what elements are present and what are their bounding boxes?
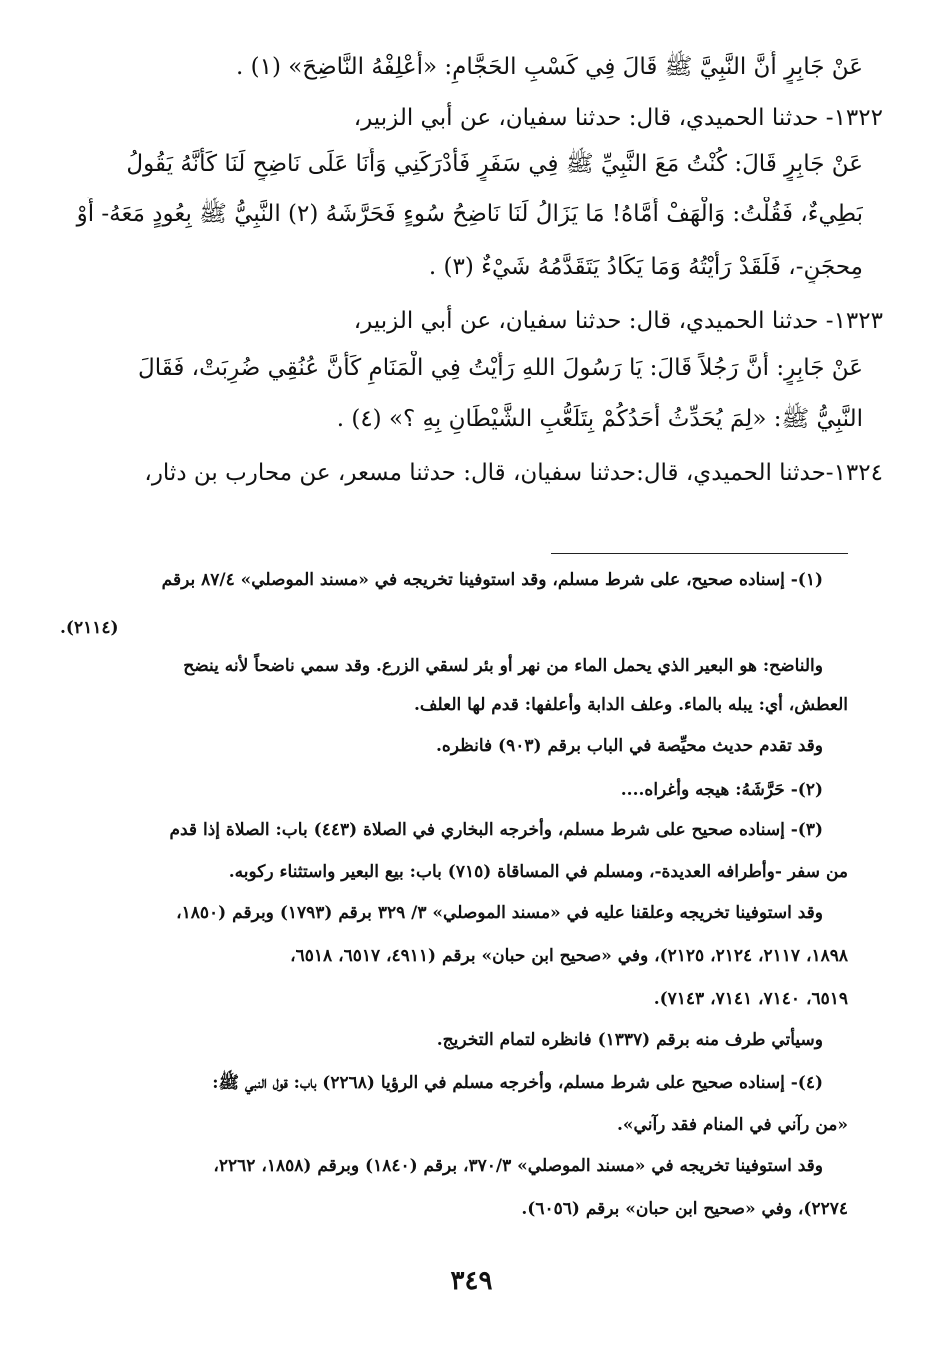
footnote-line: (٢١١٤). <box>60 618 119 638</box>
isnad-line: ١٣٢٢- حدثنا الحميدي، قال: حدثنا سفيان، عن أبي الزبير، <box>353 105 883 131</box>
isnad-line: ١٣٢٤-حدثنا الحميدي، قال:حدثنا سفيان، قال: حدثنا مسعر، عن محارب بن دثار، <box>144 460 883 486</box>
footnote-line: «من رآني في المنام فقد رآني». <box>617 1115 848 1135</box>
footnote-line: من سفر -وأطرافه العديدة-، ومسلم في المساقاة (٧١٥) باب: بيع البعير واستثناء ركوبه. <box>228 862 848 882</box>
footnote-line: (١)- إسناده صحيح، على شرط مسلم، وقد استوفينا تخريجه في «مسند الموصلي» ٨٧/٤ برقم <box>161 570 823 590</box>
footnote-line: ١٨٩٨، ٢١١٧، ٢١٢٤، ٢١٢٥)، وفي «صحيح ابن حبان» برقم (٤٩١١، ٦٥١٧، ٦٥١٨، <box>290 946 848 966</box>
footnote-separator <box>551 553 848 554</box>
footnote-line: ٢٢٧٤)، وفي «صحيح ابن حبان» برقم (٦٠٥٦). <box>521 1199 848 1219</box>
footnote-line: والناضح: هو البعير الذي يحمل الماء من نهر أو بئر لسقي الزرع. وقد سمي ناضحاً لأنه ينضح <box>183 656 823 676</box>
hadith-text-line: مِحجَنٍ-، فَلَقَدْ رَأَيْتُهُ وَمَا يَكَادُ يَتَقَدَّمُهُ شَيْءٌ (٣) . <box>428 254 863 280</box>
hadith-text-line: عَنْ جَابِرٍ قَالَ: كُنْتُ مَعَ النَّبِيِّ ﷺ فِي سَفَرٍ فَأَدْرَكَنِي وَأَنَا عَلَى نَاضِحٍ لَنَا كَأَنَّهُ يَقُولُ <box>126 151 863 177</box>
footnote-line: العطش، أي: يبله بالماء. وعلف الدابة وأعلفها: قدم لها العلف. <box>414 695 848 715</box>
footnote-line: ٦٥١٩، ٧١٤٠، ٧١٤١، ٧١٤٣). <box>653 989 848 1009</box>
hadith-text-line: عَنْ جَابِرٍ: أَنَّ رَجُلاً قَالَ: يَا رَسُولَ اللهِ رَأَيْتُ فِي الْمَنَامِ كَأَنَّ عُنُقِي ضُرِبَتْ، فَقَالَ <box>138 355 863 381</box>
footnote-line: (٣)- إسناده صحيح على شرط مسلم، وأخرجه البخاري في الصلاة (٤٤٣) باب: الصلاة إذا قدم <box>169 820 823 840</box>
footnote-line: (٢)- حَرَّشَهُ: هيجه وأغراه.... <box>620 780 823 800</box>
page-number: ٣٤٩ <box>450 1266 493 1296</box>
footnote-line: وقد تقدم حديث محيِّصة في الباب برقم (٩٠٣) فانظره. <box>435 736 823 756</box>
footnote-line: وسيأتي طرف منه برقم (١٣٣٧) فانظره لتمام التخريج. <box>436 1030 823 1050</box>
isnad-line: ١٣٢٣- حدثنا الحميدي، قال: حدثنا سفيان، عن أبي الزبير، <box>353 308 883 334</box>
footnote-line: وقد استوفينا تخريجه في «مسند الموصلي» ٣٧٠/٣، برقم (١٨٤٠) وبرقم (١٨٥٨، ٢٢٦٢، <box>213 1156 823 1176</box>
hadith-text-line: النَّبِيُّ ﷺ: «لِمَ يُحَدِّثُ أَحَدُكُمْ بِتَلَعُّبِ الشَّيْطَانِ بِهِ ؟» (٤) . <box>336 406 863 432</box>
hadith-text-line: عَنْ جَابِرٍ أَنَّ النَّبِيَّ ﷺ قَالَ فِي كَسْبِ الحَجَّامِ: «أَعْلِفْهُ النَّاضِحَ» (١) . <box>235 54 863 80</box>
footnote-line: وقد استوفينا تخريجه وعلقنا عليه في «مسند الموصلي» ٣/ ٣٢٩ برقم (١٧٩٣) وبرقم (١٨٥٠، <box>176 903 823 923</box>
hadith-text-line: بَطِيءٌ، فَقُلْتُ: وَالْهَفْ أُمَّاهُ! مَا يَزَالُ لَنَا نَاضِحُ سُوءٍ فَحَرَّشَهُ (٢) النَّبِيُّ ﷺ بِعُودٍ مَعَهُ- أَوْ <box>76 201 863 227</box>
footnote-line: (٤)- إسناده صحيح على شرط مسلم، وأخرجه مسلم في الرؤيا (٢٢٦٨) باب: قول النبي ﷺ: <box>212 1073 823 1093</box>
